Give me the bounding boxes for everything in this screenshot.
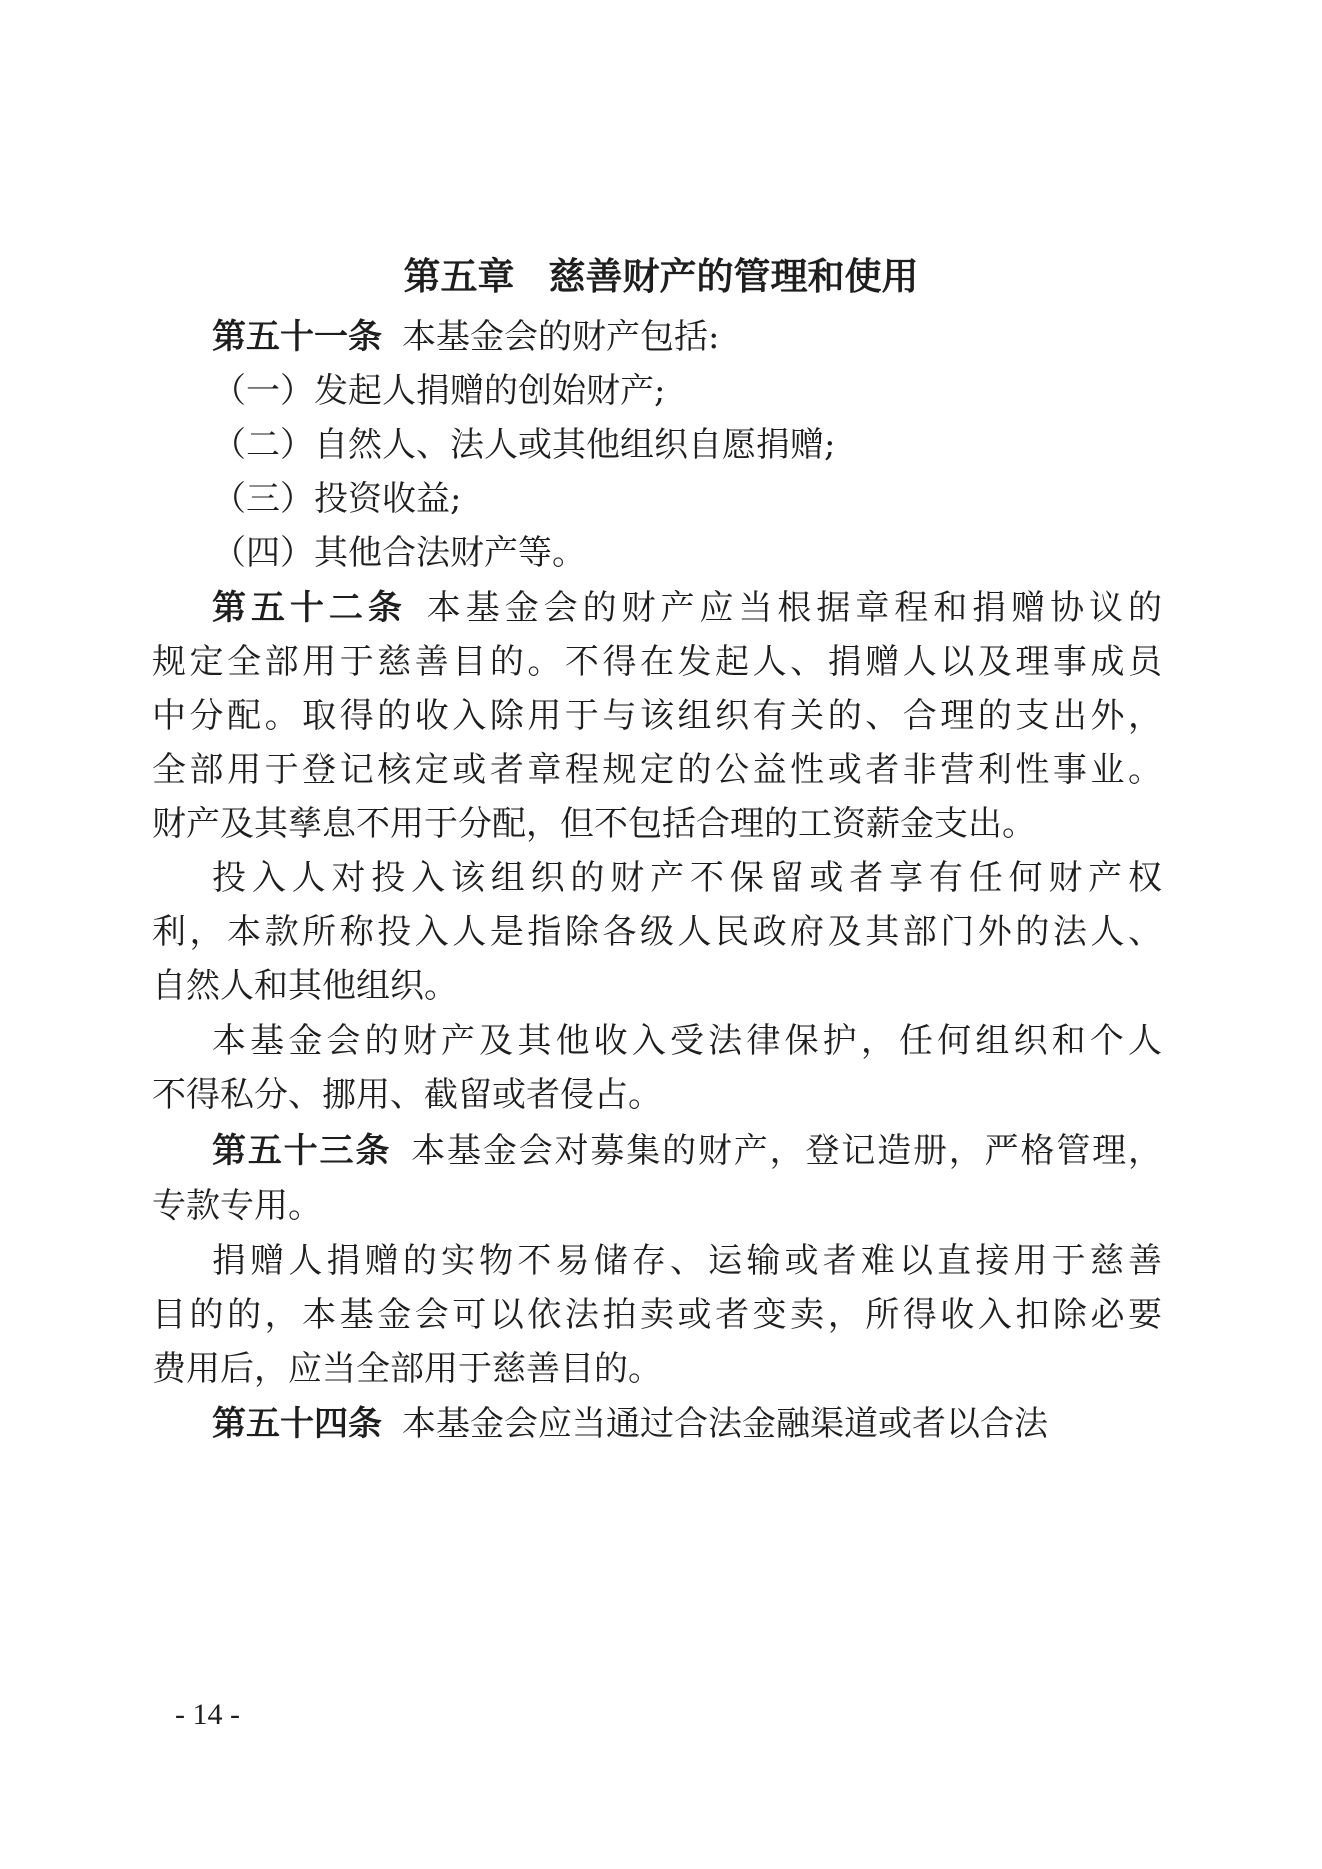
paragraph-line: 专款专用。 [152, 1186, 322, 1226]
paragraph-line: 财产及其孳息不用于分配，但不包括合理的工资薪金支出。 [152, 804, 1036, 844]
paragraph-line: 全部用于登记核定或者章程规定的公益性或者非营利性事业。 [152, 750, 1162, 790]
article-54-line [212, 1399, 1048, 1449]
list-item-1: （一）发起人捐赠的创始财产; [212, 371, 666, 411]
paragraph-line: 本基金会的财产及其他收入受法律保护，任何组织和个人 [212, 1021, 1162, 1061]
article-53-line [212, 1126, 1162, 1176]
article-text: 本基金会的财产包括: [402, 317, 720, 357]
chapter-title: 慈善财产的管理和使用 [548, 255, 919, 298]
list-item-2: （二）自然人、法人或其他组织自愿捐赠; [212, 425, 836, 465]
chapter-number: 第五章 [403, 255, 515, 298]
paragraph-line: 不得私分、挪用、截留或者侵占。 [152, 1075, 662, 1115]
paragraph-line: 中分配。取得的收入除用于与该组织有关的、合理的支出外， [152, 696, 1162, 736]
paragraph-line: 投入人对投入该组织的财产不保留或者享有任何财产权 [212, 858, 1162, 898]
paragraph-line: 规定全部用于慈善目的。不得在发起人、捐赠人以及理事成员 [152, 642, 1162, 682]
paragraph-line: 费用后，应当全部用于慈善目的。 [152, 1349, 662, 1389]
article-52-line [212, 583, 1162, 633]
paragraph-line: 利，本款所称投入人是指除各级人民政府及其部门外的法人、 [152, 912, 1162, 952]
list-item-4: （四）其他合法财产等。 [212, 533, 586, 573]
article-text: 本基金会的财产应当根据章程和捐赠协议的 [426, 588, 1163, 628]
page-number: - 14 - [175, 1698, 240, 1731]
article-text: 本基金会对募集的财产，登记造册，严格管理， [411, 1131, 1163, 1171]
article-number: 第五十一条 [212, 317, 382, 357]
article-51-line [212, 312, 719, 362]
chapter-heading [0, 252, 1322, 302]
article-number: 第五十三条 [212, 1131, 392, 1171]
article-number: 第五十四条 [212, 1404, 382, 1444]
paragraph-line: 目的的，本基金会可以依法拍卖或者变卖，所得收入扣除必要 [152, 1295, 1162, 1335]
article-number: 第五十二条 [212, 588, 407, 628]
list-item-3: （三）投资收益; [212, 479, 462, 519]
paragraph-line: 捐赠人捐赠的实物不易储存、运输或者难以直接用于慈善 [212, 1241, 1162, 1281]
paragraph-line: 自然人和其他组织。 [152, 966, 458, 1006]
article-text: 本基金会应当通过合法金融渠道或者以合法 [402, 1404, 1048, 1444]
